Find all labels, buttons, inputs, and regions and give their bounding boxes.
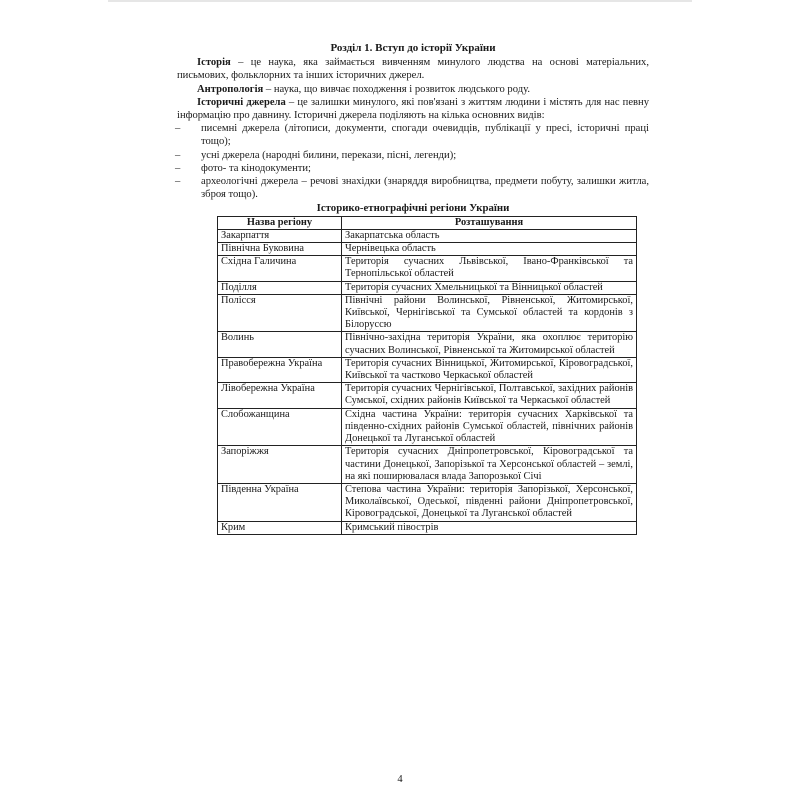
definition-historical-sources <box>177 96 649 122</box>
definition-text: – наука, що вивчає походження і розвиток людського роду. <box>263 83 530 95</box>
top-border-line <box>108 0 692 2</box>
definition-term: Історичні джерела <box>197 96 286 108</box>
table-row <box>218 281 637 294</box>
source-types-list <box>177 122 649 201</box>
table-row <box>218 332 637 357</box>
region-name: Східна Галичина <box>218 256 342 281</box>
region-location: Закарпатська область <box>342 229 637 242</box>
table-header-row <box>218 216 637 229</box>
column-header-location: Розташування <box>342 216 637 229</box>
definition-term: Історія <box>197 57 231 69</box>
table-row <box>218 408 637 446</box>
table-title: Історико-етнографічні регіони України <box>316 202 510 215</box>
region-location: Кримський півострів <box>342 521 637 534</box>
region-name: Запоріжжя <box>218 446 342 484</box>
definition-anthropology <box>177 83 649 96</box>
region-name: Закарпаття <box>218 229 342 242</box>
regions-table <box>217 216 637 535</box>
region-location: Територія сучасних Дніпропетровської, Кіровоградської та частини Донецької, Запорізької та Херсонської областей – землі, на які поширювалася влада Запорозької Січі <box>342 446 637 484</box>
region-location: Чернівецька область <box>342 243 637 256</box>
region-name: Лівобережна Україна <box>218 383 342 408</box>
document-page <box>177 42 649 535</box>
region-location: Територія сучасних Хмельницької та Вінницької областей <box>342 281 637 294</box>
definition-history <box>177 56 649 82</box>
region-location: Північно-західна територія України, яка охоплює територію сучасних Волинської, Рівненської та Житомирської областей <box>342 332 637 357</box>
region-location: Північні райони Волинської, Рівненської, Житомирської, Київської, Чернігівської та Сумської областей та кордонів з Білоруссю <box>342 294 637 332</box>
table-row <box>218 446 637 484</box>
definition-term: Антропологія <box>197 83 264 95</box>
region-location: Східна частина України: територія сучасних Харківської та південно-східних районів Сумської областей, північних районів Донецької та Луганської областей <box>342 408 637 446</box>
region-location: Степова частина України: територія Запорізької, Херсонської, Миколаївської, Одеської, південні райони Дніпропетровської, Кіровоградської, Донецької та Луганської областей <box>342 483 637 521</box>
table-row <box>218 294 637 332</box>
region-name: Правобережна Україна <box>218 357 342 382</box>
table-row <box>218 383 637 408</box>
column-header-region: Назва регіону <box>218 216 342 229</box>
list-item: – писемні джерела (літописи, документи, спогади очевидців, публікації у пресі, історичні праці тощо); <box>177 122 649 148</box>
region-name: Слобожанщина <box>218 408 342 446</box>
region-name: Волинь <box>218 332 342 357</box>
table-row <box>218 483 637 521</box>
list-item: – археологічні джерела – речові знахідки (знаряддя виробництва, предмети побуту, залишки житла, зброя тощо). <box>177 175 649 201</box>
list-item: – усні джерела (народні билини, перекази, пісні, легенди); <box>177 149 649 162</box>
table-row <box>218 357 637 382</box>
table-row <box>218 521 637 534</box>
table-row <box>218 229 637 242</box>
page-number: 4 <box>397 774 403 785</box>
region-location: Територія сучасних Чернігівської, Полтавської, західних районів Сумської, східних районів Київської та Черкаської областей <box>342 383 637 408</box>
region-name: Південна Україна <box>218 483 342 521</box>
region-location: Територія сучасних Львівської, Івано-Франківської та Тернопільської областей <box>342 256 637 281</box>
table-row <box>218 243 637 256</box>
region-name: Північна Буковина <box>218 243 342 256</box>
section-heading: Розділ 1. Вступ до історії України <box>330 42 496 54</box>
region-name: Полісся <box>218 294 342 332</box>
definition-text: – це залишки минулого, які пов'язані з життям людини і містять для нас певну інформацію про давнину. Історичні джерела поділяють на кілька основних видів: <box>177 96 649 122</box>
region-name: Крим <box>218 521 342 534</box>
table-row <box>218 256 637 281</box>
region-location: Територія сучасних Вінницької, Житомирської, Кіровоградської, Київської та частково Черкаської областей <box>342 357 637 382</box>
definition-text: – це наука, яка займається вивченням минулого людства на основі матеріальних, письмових, фольклорних та інших історичних джерел. <box>177 57 649 82</box>
region-name: Поділля <box>218 281 342 294</box>
list-item: – фото- та кінодокументи; <box>177 162 649 175</box>
